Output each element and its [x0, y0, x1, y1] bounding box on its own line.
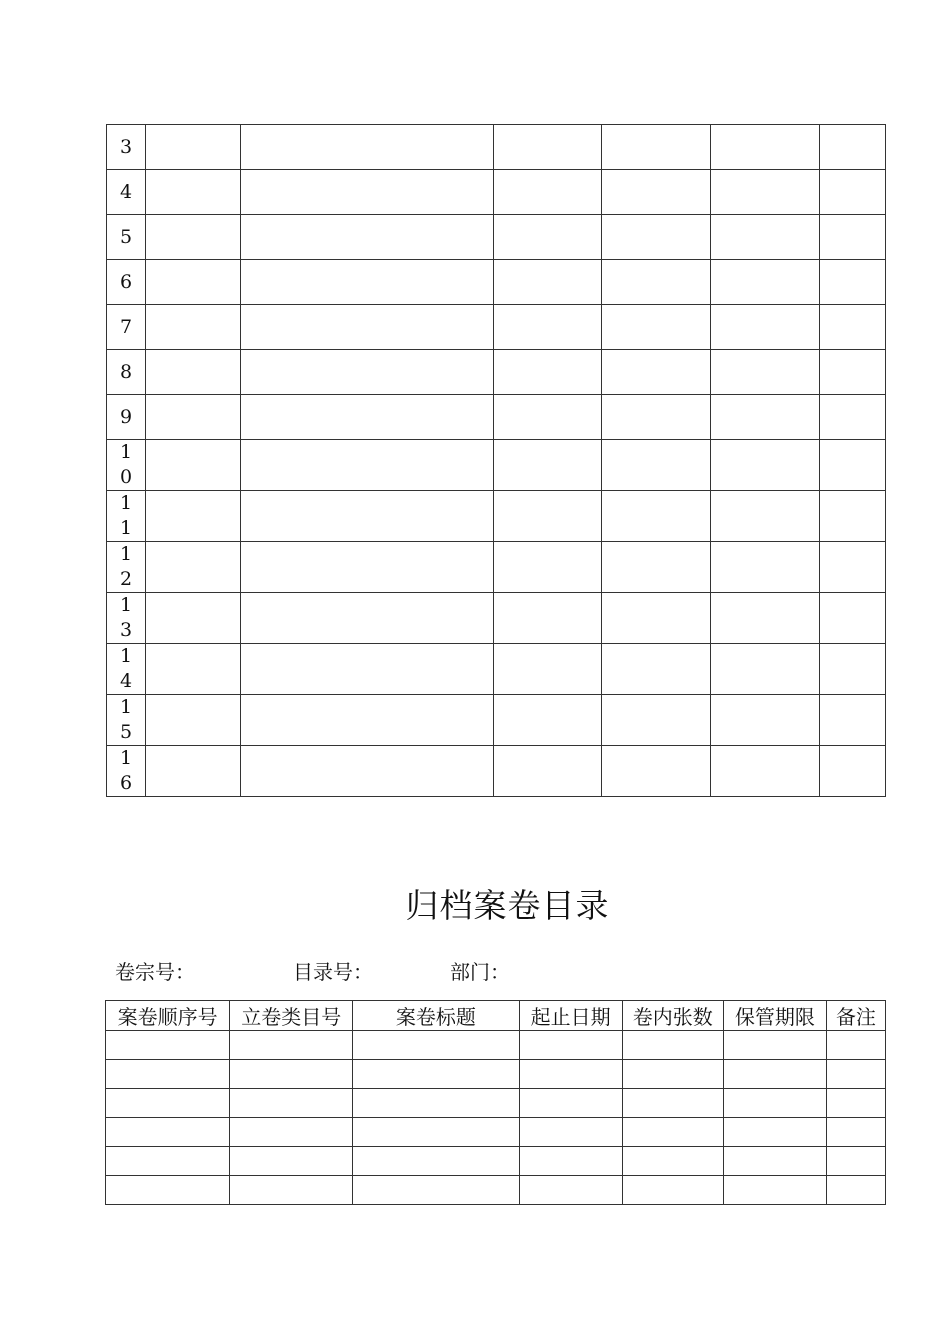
empty-cell [494, 644, 602, 695]
empty-cell [230, 1118, 353, 1147]
empty-cell [602, 260, 711, 305]
empty-cell [146, 260, 241, 305]
empty-cell [711, 542, 820, 593]
table-row [107, 695, 886, 746]
empty-cell [820, 395, 886, 440]
row-number-cell [107, 644, 146, 695]
row-number-cell [107, 395, 146, 440]
empty-cell [711, 644, 820, 695]
empty-cell [602, 305, 711, 350]
row-number-cell [107, 491, 146, 542]
empty-cell [711, 440, 820, 491]
table-row [107, 395, 886, 440]
empty-cell [146, 440, 241, 491]
empty-cell [711, 260, 820, 305]
header-case-title: 案卷标题 [353, 1001, 519, 1031]
row-number-cell [107, 260, 146, 305]
empty-cell [106, 1089, 230, 1118]
empty-cell [241, 395, 494, 440]
empty-cell [494, 215, 602, 260]
empty-cell [241, 440, 494, 491]
row-number-digit: 1 [119, 594, 133, 616]
empty-cell [602, 125, 711, 170]
empty-cell [723, 1060, 826, 1089]
empty-cell [519, 1060, 622, 1089]
empty-cell [241, 125, 494, 170]
empty-cell [106, 1118, 230, 1147]
empty-cell [622, 1089, 723, 1118]
empty-cell [146, 170, 241, 215]
table-row [107, 260, 886, 305]
row-number-digit: 2 [119, 568, 133, 590]
table-row [106, 1031, 886, 1060]
row-number-digit: 5 [119, 225, 133, 248]
table-row [107, 593, 886, 644]
empty-cell [820, 350, 886, 395]
row-number-digit: 4 [119, 180, 133, 203]
table-row [107, 305, 886, 350]
empty-cell [494, 260, 602, 305]
empty-cell [494, 440, 602, 491]
row-number-cell [107, 542, 146, 593]
empty-cell [826, 1176, 885, 1205]
empty-cell [711, 746, 820, 797]
volume-number-label: 卷宗号： [115, 960, 195, 984]
empty-cell [711, 215, 820, 260]
row-number-digit: 0 [119, 466, 133, 488]
empty-cell [711, 305, 820, 350]
empty-cell [826, 1089, 885, 1118]
empty-cell [602, 695, 711, 746]
table-row [107, 350, 886, 395]
header-remarks: 备注 [826, 1001, 885, 1031]
empty-cell [230, 1031, 353, 1060]
empty-cell [820, 644, 886, 695]
continuation-table [106, 124, 886, 797]
table-row [107, 215, 886, 260]
empty-cell [602, 746, 711, 797]
row-number-digit: 8 [119, 360, 133, 383]
empty-cell [602, 644, 711, 695]
empty-cell [820, 170, 886, 215]
empty-cell [602, 350, 711, 395]
empty-cell [241, 542, 494, 593]
empty-cell [494, 593, 602, 644]
empty-cell [146, 215, 241, 260]
row-number-cell [107, 170, 146, 215]
empty-cell [146, 491, 241, 542]
empty-cell [494, 350, 602, 395]
row-number-cell [107, 305, 146, 350]
empty-cell [494, 395, 602, 440]
empty-cell [230, 1060, 353, 1089]
empty-cell [519, 1118, 622, 1147]
empty-cell [353, 1031, 519, 1060]
row-number-digit: 1 [119, 696, 133, 718]
empty-cell [146, 593, 241, 644]
empty-cell [241, 695, 494, 746]
table-row [106, 1089, 886, 1118]
empty-cell [353, 1118, 519, 1147]
empty-cell [826, 1147, 885, 1176]
table-row [107, 125, 886, 170]
empty-cell [723, 1118, 826, 1147]
department-label: 部门： [450, 960, 510, 984]
header-date-range: 起止日期 [519, 1001, 622, 1031]
empty-cell [723, 1089, 826, 1118]
row-number-digit: 1 [119, 543, 133, 565]
empty-cell [494, 491, 602, 542]
empty-cell [106, 1060, 230, 1089]
row-number-digit: 7 [119, 315, 133, 338]
empty-cell [711, 695, 820, 746]
row-number-digit: 9 [119, 405, 133, 428]
empty-cell [820, 215, 886, 260]
empty-cell [711, 350, 820, 395]
empty-cell [146, 350, 241, 395]
empty-cell [820, 491, 886, 542]
empty-cell [146, 125, 241, 170]
row-number-cell [107, 215, 146, 260]
empty-cell [494, 170, 602, 215]
empty-cell [241, 170, 494, 215]
row-number-digit: 1 [119, 645, 133, 667]
empty-cell [622, 1118, 723, 1147]
table-row [107, 746, 886, 797]
catalog-number-label: 目录号： [293, 960, 373, 984]
header-row [106, 1001, 886, 1031]
empty-cell [146, 395, 241, 440]
empty-cell [241, 305, 494, 350]
row-number-digit: 1 [119, 492, 133, 514]
row-number-cell [107, 695, 146, 746]
row-number-digit: 3 [119, 135, 133, 158]
empty-cell [241, 644, 494, 695]
empty-cell [353, 1147, 519, 1176]
row-number-digit: 3 [119, 619, 133, 641]
empty-cell [711, 395, 820, 440]
empty-cell [711, 125, 820, 170]
row-number-digit: 6 [119, 772, 133, 794]
row-number-digit: 6 [119, 270, 133, 293]
empty-cell [711, 491, 820, 542]
archive-catalog-table [105, 1000, 886, 1205]
empty-cell [711, 170, 820, 215]
empty-cell [494, 695, 602, 746]
empty-cell [146, 746, 241, 797]
empty-cell [820, 542, 886, 593]
empty-cell [820, 440, 886, 491]
empty-cell [241, 260, 494, 305]
empty-cell [241, 215, 494, 260]
empty-cell [602, 440, 711, 491]
empty-cell [519, 1089, 622, 1118]
table-row [107, 440, 886, 491]
empty-cell [230, 1147, 353, 1176]
row-number-cell [107, 350, 146, 395]
empty-cell [820, 125, 886, 170]
empty-cell [622, 1176, 723, 1205]
row-number-cell [107, 125, 146, 170]
empty-cell [820, 746, 886, 797]
empty-cell [241, 746, 494, 797]
header-retention-period: 保管期限 [723, 1001, 826, 1031]
header-category-number: 立卷类目号 [230, 1001, 353, 1031]
empty-cell [622, 1060, 723, 1089]
empty-cell [519, 1031, 622, 1060]
row-number-digit: 4 [119, 670, 133, 692]
empty-cell [820, 695, 886, 746]
empty-cell [602, 395, 711, 440]
table-row [107, 491, 886, 542]
empty-cell [106, 1176, 230, 1205]
empty-cell [494, 746, 602, 797]
empty-cell [353, 1060, 519, 1089]
empty-cell [602, 491, 711, 542]
table-row [107, 170, 886, 215]
row-number-digit: 1 [119, 747, 133, 769]
empty-cell [146, 644, 241, 695]
empty-cell [622, 1031, 723, 1060]
row-number-cell [107, 593, 146, 644]
row-number-digit: 1 [119, 517, 133, 539]
empty-cell [820, 260, 886, 305]
empty-cell [826, 1118, 885, 1147]
table-row [107, 542, 886, 593]
empty-cell [820, 305, 886, 350]
table-row [106, 1176, 886, 1205]
empty-cell [602, 170, 711, 215]
table-row [106, 1118, 886, 1147]
empty-cell [826, 1031, 885, 1060]
empty-cell [353, 1089, 519, 1118]
table-row [106, 1060, 886, 1089]
row-number-cell [107, 440, 146, 491]
empty-cell [519, 1147, 622, 1176]
empty-cell [723, 1031, 826, 1060]
empty-cell [146, 542, 241, 593]
empty-cell [230, 1176, 353, 1205]
header-case-order: 案卷顺序号 [106, 1001, 230, 1031]
empty-cell [820, 593, 886, 644]
empty-cell [106, 1147, 230, 1176]
empty-cell [106, 1031, 230, 1060]
table-row [107, 644, 886, 695]
empty-cell [241, 491, 494, 542]
empty-cell [519, 1176, 622, 1205]
empty-cell [602, 542, 711, 593]
empty-cell [622, 1147, 723, 1176]
empty-cell [723, 1147, 826, 1176]
empty-cell [353, 1176, 519, 1205]
empty-cell [241, 350, 494, 395]
empty-cell [146, 695, 241, 746]
empty-cell [494, 542, 602, 593]
page-title: 归档案卷目录 [405, 886, 610, 925]
empty-cell [602, 593, 711, 644]
empty-cell [826, 1060, 885, 1089]
header-sheet-count: 卷内张数 [622, 1001, 723, 1031]
empty-cell [494, 125, 602, 170]
row-number-cell [107, 746, 146, 797]
row-number-digit: 1 [119, 441, 133, 463]
empty-cell [146, 305, 241, 350]
row-number-digit: 5 [119, 721, 133, 743]
empty-cell [241, 593, 494, 644]
empty-cell [723, 1176, 826, 1205]
empty-cell [230, 1089, 353, 1118]
table-row [106, 1147, 886, 1176]
empty-cell [602, 215, 711, 260]
empty-cell [494, 305, 602, 350]
empty-cell [711, 593, 820, 644]
